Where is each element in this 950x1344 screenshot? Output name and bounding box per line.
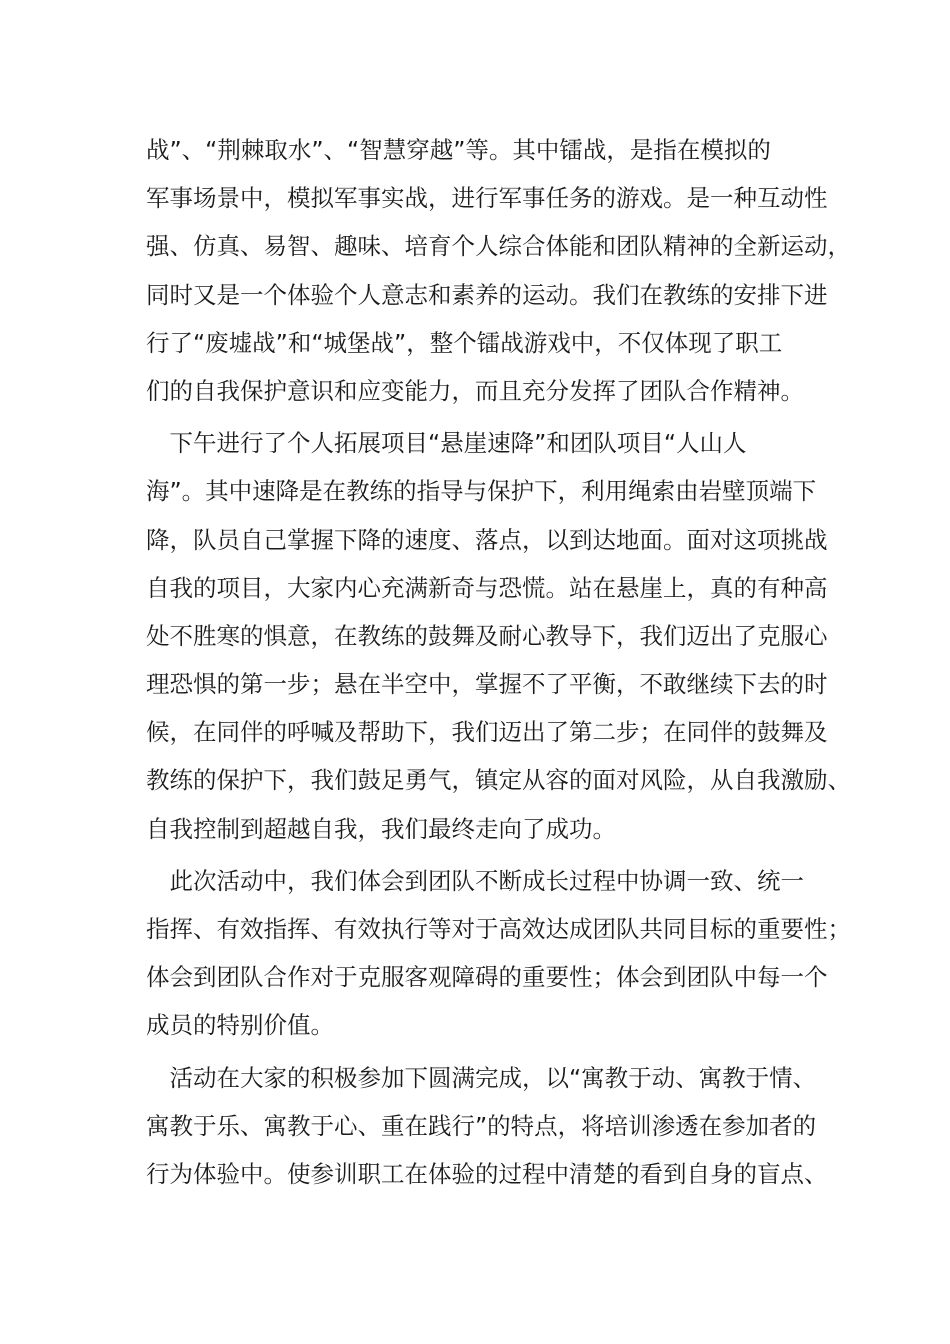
document-body — [146, 126, 851, 1198]
text-line: 自我控制到超越自我，我们最终走向了成功。 — [146, 814, 616, 843]
text-line: 此次活动中，我们体会到团队不断成长过程中协调一致、统一 — [146, 866, 804, 895]
text-line: 候，在同伴的呼喊及帮助下，我们迈出了第二步；在同伴的鼓舞及 — [146, 718, 828, 747]
text-line: 行了“废墟战”和“城堡战”，整个镭战游戏中，不仅体现了职工 — [146, 328, 783, 357]
text-line: 降，队员自己掌握下降的速度、落点，以到达地面。面对这项挑战 — [146, 525, 828, 554]
text-line: 教练的保护下，我们鼓足勇气，镇定从容的面对风险，从自我激励、 — [146, 766, 851, 795]
text-line: 下午进行了个人拓展项目“悬崖速降”和团队项目“人山人 — [146, 429, 747, 458]
text-line: 处不胜寒的惧意，在教练的鼓舞及耐心教导下，我们迈出了克服心 — [146, 621, 828, 650]
text-line: 强、仿真、易智、趣味、培育个人综合体能和团队精神的全新运动， — [146, 232, 851, 261]
text-line: 活动在大家的积极参加下圆满完成，以“寓教于动、寓教于情、 — [146, 1063, 817, 1092]
paragraph — [146, 857, 851, 1050]
text-line: 军事场景中，模拟军事实战，进行军事任务的游戏。是一种互动性 — [146, 184, 828, 213]
paragraph — [146, 126, 851, 415]
paragraph — [146, 1054, 836, 1199]
text-line: 寓教于乐、寓教于心、重在践行”的特点，将培训渗透在参加者的 — [146, 1111, 817, 1140]
text-line: 战”、“荆棘取水”、“智慧穿越”等。其中镭战，是指在模拟的 — [146, 136, 771, 164]
text-line: 同时又是一个体验个人意志和素养的运动。我们在教练的安排下进 — [146, 280, 828, 309]
text-line: 理恐惧的第一步；悬在半空中，掌握不了平衡，不敢继续下去的时 — [146, 670, 828, 699]
text-line: 成员的特别价值。 — [146, 1011, 334, 1040]
text-line: 指挥、有效指挥、有效执行等对于高效达成团队共同目标的重要性； — [146, 915, 851, 943]
text-line: 海”。其中速降是在教练的指导与保护下，利用绳索由岩壁顶端下 — [146, 477, 817, 506]
text-line: 们的自我保护意识和应变能力，而且充分发挥了团队合作精神。 — [146, 376, 804, 405]
text-line: 行为体验中。使参训职工在体验的过程中清楚的看到自身的盲点、 — [146, 1159, 828, 1188]
paragraph — [146, 419, 851, 853]
text-line: 自我的项目，大家内心充满新奇与恐慌。站在悬崖上，真的有种高 — [146, 573, 828, 602]
text-line: 体会到团队合作对于克服客观障碍的重要性；体会到团队中每一个 — [146, 963, 828, 992]
